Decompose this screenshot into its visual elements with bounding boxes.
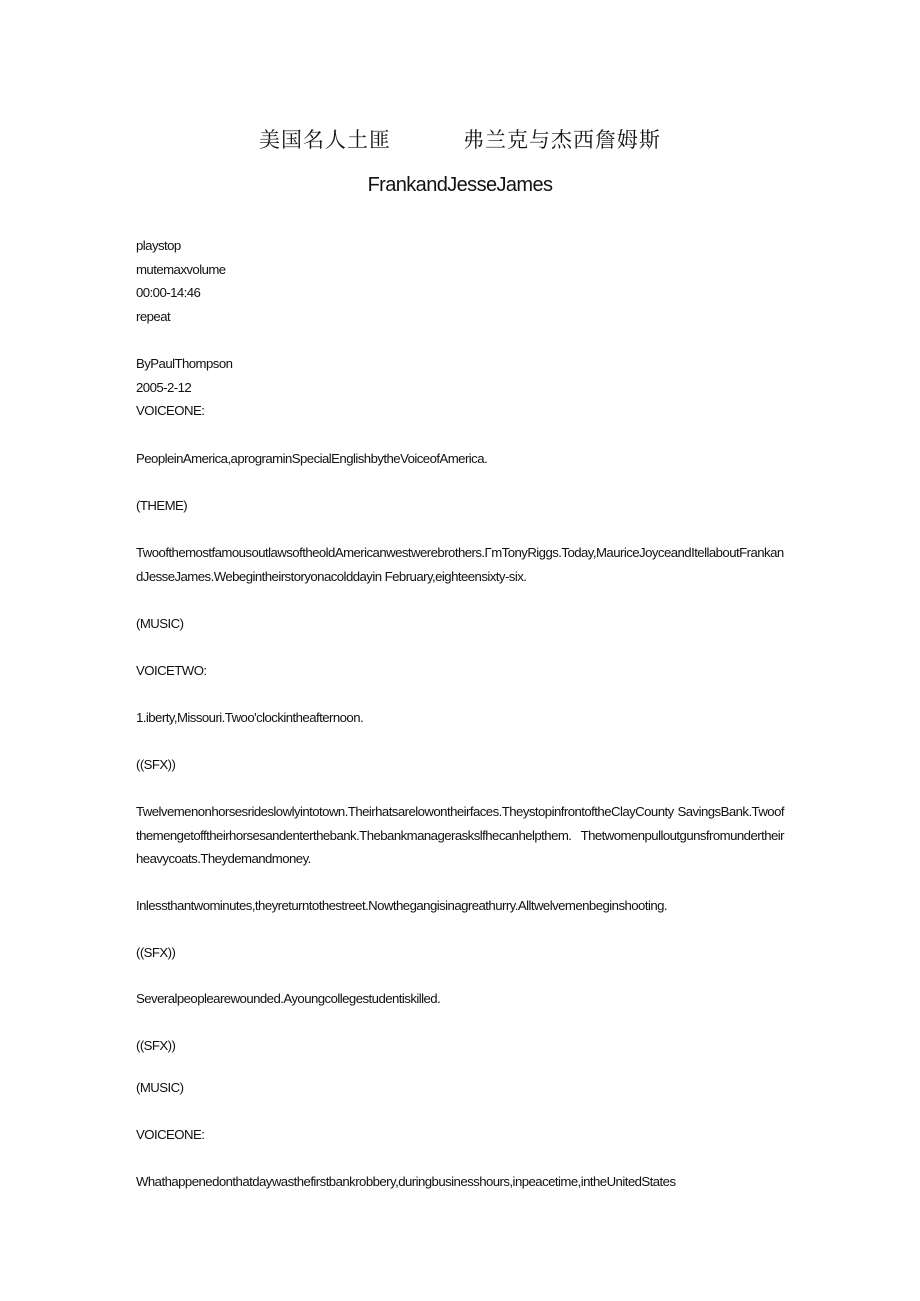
stage-direction <box>136 494 786 518</box>
mute-max-volume-label[interactable]: mutemaxvolume <box>136 261 226 277</box>
chinese-title-right: 弗兰克与杰西詹姆斯 <box>463 128 661 152</box>
speaker-label: VOICETWO: <box>136 663 207 678</box>
stage-direction-text: (MUSIC) <box>136 1080 184 1095</box>
speaker-label: VOICEONE: <box>136 403 205 419</box>
stage-direction <box>136 612 786 636</box>
stage-direction <box>136 941 786 965</box>
paragraph-text: PeopleinAmerica,aprograminSpecialEnglishbytheVoiceofAmerica. <box>136 451 488 466</box>
paragraph <box>136 894 786 918</box>
stage-direction <box>136 1034 786 1058</box>
stage-direction-text: (MUSIC) <box>136 616 184 631</box>
paragraph <box>136 987 786 1011</box>
paragraph <box>136 706 786 730</box>
speaker-label: VOICEONE: <box>136 1127 205 1142</box>
stage-direction <box>136 1076 786 1100</box>
player-controls <box>136 234 786 328</box>
stage-direction-text: ((SFX)) <box>136 945 176 960</box>
date: 2005-2-12 <box>136 379 192 395</box>
byline: ByPaulThompson <box>136 356 233 371</box>
play-stop-label[interactable]: playstop <box>136 238 181 253</box>
stage-direction-text: ((SFX)) <box>136 757 176 772</box>
speaker <box>136 1123 786 1147</box>
paragraph <box>136 541 784 588</box>
stage-direction-text: (THEME) <box>136 498 188 513</box>
byline-block <box>136 352 786 423</box>
paragraph-text: Twelvemenonhorsesrideslowlyintotown.Theirhatsarelowontheirfaces.TheystopinfrontoftheClayCounty SavingsBank.Twoofthemengetofftheirhorsesandenterthebank.Thebankmanageraskslfhecanhelpthem. Thetwomenpulloutgunsfromundertheirheavycoats.Theydemandmoney. <box>136 804 784 867</box>
time-readout: 00:00-14:46 <box>136 285 201 301</box>
paragraph-text: TwoofthemostfamousoutlawsoftheoldAmericanwestwerebrothers.ΓmTonyRiggs.Today,MauriceJoyceandItellaboutFrankandJesseJames.Webegintheirstoryonacolddayin February,eighteensixty-six. <box>136 545 784 584</box>
paragraph <box>136 800 784 871</box>
paragraph-text: Inlessthantwominutes,theyreturntothestreet.Nowthegangisinagreathurry.Alltwelvemenbeginshooting. <box>136 898 668 913</box>
repeat-label[interactable]: repeat <box>136 308 171 324</box>
chinese-title-left: 美国名人土匪 <box>259 128 391 152</box>
speaker <box>136 659 786 683</box>
chinese-title <box>0 124 920 154</box>
paragraph <box>136 447 786 471</box>
stage-direction-text: ((SFX)) <box>136 1038 176 1053</box>
paragraph-text: Whathappenedonthatdaywasthefirstbankrobbery,duringbusinesshours,inpeacetime,intheUnitedStates <box>136 1174 676 1189</box>
stage-direction <box>136 753 786 777</box>
paragraph-text: 1.iberty,Missouri.Twoo'clockintheafternoon. <box>136 710 364 725</box>
paragraph-text: Severalpeoplearewounded.Ayoungcollegestudentiskilled. <box>136 991 441 1006</box>
english-title: FrankandJesseJames <box>367 174 553 196</box>
paragraph <box>136 1170 786 1194</box>
